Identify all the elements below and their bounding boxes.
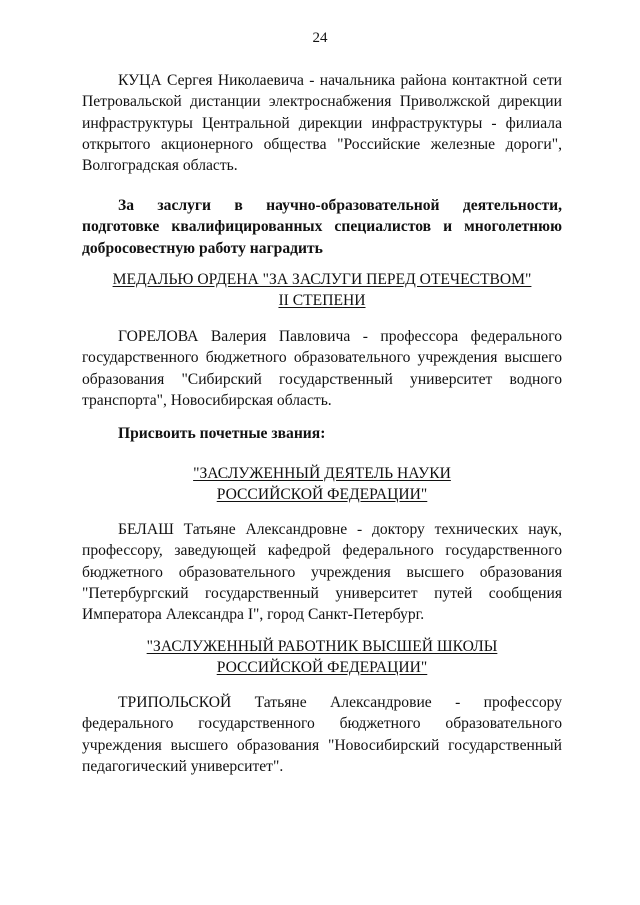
paragraph-gorelov (82, 326, 562, 411)
honorary-title-science-line1: "ЗАСЛУЖЕННЫЙ ДЕЯТЕЛЬ НАУКИ (193, 465, 451, 482)
paragraph-text: ТРИПОЛЬСКОЙ Татьяне Александровие - профессору федерального государственного бюджетного образовательного учреждения высшего образования "Новосибирский государственный педагогический университет". (82, 694, 562, 775)
paragraph-tripolskaya (82, 692, 562, 777)
award-intro (82, 195, 562, 259)
paragraph-text: БЕЛАШ Татьяне Александровне - доктору технических наук, профессору, заведующей кафедрой федерального государственного бюджетного образовательного учреждения высшего образования "Петербургский государственный университет путей сообщения Императора Александра I", город Санкт-Петербург. (82, 521, 562, 624)
medal-heading-line1: МЕДАЛЬЮ ОРДЕНА "ЗА ЗАСЛУГИ ПЕРЕД ОТЕЧЕСТВОМ" (112, 271, 532, 288)
honorary-title-higher-school-line1: "ЗАСЛУЖЕННЫЙ РАБОТНИК ВЫСШЕЙ ШКОЛЫ (146, 638, 498, 655)
paragraph-text: КУЦА Сергея Николаевича - начальника района контактной сети Петровальской дистанции электроснабжения Приволжской дирекции инфраструктуры Центральной дирекции инфраструктуры - филиала открытого акционерного общества "Российские железные дороги", Волгоградская область. (82, 72, 562, 175)
paragraph-kutsa (82, 70, 562, 176)
honorary-title-higher-school-line2: РОССИЙСКОЙ ФЕДЕРАЦИИ" (216, 659, 428, 677)
honorary-title-science (82, 463, 562, 506)
medal-heading (82, 269, 562, 312)
award-intro-text: За заслуги в научно-образовательной деятельности, подготовке квалифицированных специалистов и многолетнюю добросовестную работу наградить (82, 197, 562, 257)
titles-intro (82, 423, 562, 444)
medal-heading-line2: II СТЕПЕНИ (278, 292, 366, 310)
titles-intro-text: Присвоить почетные звания: (118, 425, 326, 442)
paragraph-text: ГОРЕЛОВА Валерия Павловича - профессора федерального государственного бюджетного образовательного учреждения высшего образования "Сибирский государственный университет водного транспорта", Новосибирская область. (82, 328, 562, 409)
paragraph-belash (82, 519, 562, 625)
page-number: 24 (312, 30, 328, 46)
honorary-title-science-line2: РОССИЙСКОЙ ФЕДЕРАЦИИ" (216, 486, 428, 504)
honorary-title-higher-school (82, 636, 562, 679)
